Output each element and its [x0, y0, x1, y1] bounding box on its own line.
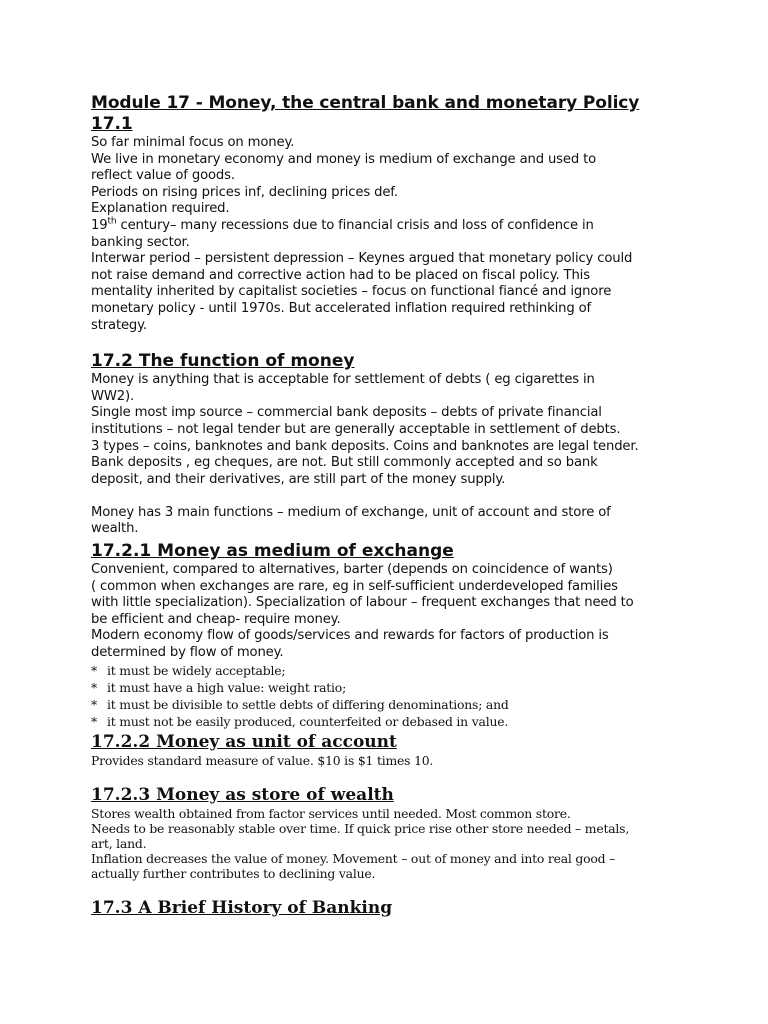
- paragraph-line: determined by flow of money.: [91, 645, 284, 661]
- document-page: [91, 93, 691, 919]
- paragraph-line: reflect value of goods.: [91, 168, 235, 184]
- century-text: century– many recessions due to financial crisis and loss of confidence in: [116, 217, 594, 233]
- paragraph-line: institutions – not legal tender but are generally acceptable in settlement of debts.: [91, 421, 621, 437]
- list-item: [91, 713, 691, 730]
- paragraph-line: Bank deposits , eg cheques, are not. But still commonly accepted and so bank: [91, 455, 598, 471]
- paragraph-line: mentality inherited by capitalist societies – focus on functional fiancé and ignore: [91, 284, 612, 300]
- paragraph-line: Convenient, compared to alternatives, barter (depends on coincidence of wants): [91, 562, 613, 578]
- paragraph-line: actually further contributes to declining value.: [91, 865, 376, 881]
- paragraph-line: Single most imp source – commercial bank deposits – debts of private financial: [91, 405, 602, 421]
- list-item-text: it must be widely acceptable;: [107, 662, 286, 678]
- section-17-2-heading: 17.2 The function of money: [91, 351, 355, 372]
- spacer: [91, 488, 691, 505]
- list-item-text: it must have a high value: weight ratio;: [107, 679, 347, 695]
- module-title: Module 17 - Money, the central bank and monetary Policy: [91, 93, 640, 113]
- paragraph-line: deposit, and their derivatives, are still part of the money supply.: [91, 471, 506, 487]
- paragraph-line: banking sector.: [91, 234, 190, 250]
- paragraph-line: Inflation decreases the value of money. Movement – out of money and into real good –: [91, 850, 616, 866]
- century-superscript: th: [107, 216, 117, 227]
- paragraph-line: So far minimal focus on money.: [91, 135, 295, 150]
- bullet-marker: *: [91, 679, 97, 695]
- bullet-marker: *: [91, 662, 97, 678]
- spacer: [91, 334, 691, 351]
- spacer: [91, 881, 691, 898]
- paragraph-line: Money has 3 main functions – medium of exchange, unit of account and store of: [91, 504, 611, 520]
- century-number: 19: [91, 217, 108, 233]
- spacer: [91, 768, 691, 785]
- list-item-text: it must not be easily produced, counterfeited or debased in value.: [107, 713, 509, 729]
- paragraph-line: ( common when exchanges are rare, eg in self-sufficient underdeveloped families: [91, 578, 618, 594]
- section-17-3-heading: 17.3 A Brief History of Banking: [91, 897, 393, 918]
- paragraph-line: monetary policy - until 1970s. But accelerated inflation required rethinking of: [91, 300, 592, 316]
- section-17-2-1-heading: 17.2.1 Money as medium of exchange: [91, 541, 454, 562]
- list-item-text: it must be divisible to settle debts of differing denominations; and: [107, 696, 509, 712]
- paragraph-line: We live in monetary economy and money is medium of exchange and used to: [91, 151, 597, 167]
- list-item: [91, 662, 691, 679]
- paragraph-line: with little specialization). Specialization of labour – frequent exchanges that need to: [91, 595, 634, 611]
- paragraph-line: Stores wealth obtained from factor services until needed. Most common store.: [91, 805, 571, 821]
- paragraph-line: Periods on rising prices inf, declining prices def.: [91, 184, 398, 200]
- paragraph-line: not raise demand and corrective action had to be placed on fiscal policy. This: [91, 267, 590, 283]
- paragraph-line: art, land.: [91, 835, 147, 851]
- bullet-marker: *: [91, 696, 97, 712]
- paragraph-line: Interwar period – persistent depression – Keynes argued that monetary policy could: [91, 251, 633, 267]
- bullet-marker: *: [91, 713, 97, 729]
- paragraph-line: Money is anything that is acceptable for settlement of debts ( eg cigarettes in: [91, 372, 595, 388]
- paragraph-line: Provides standard measure of value. $10 is $1 times 10.: [91, 752, 434, 768]
- paragraph-line: Explanation required.: [91, 201, 230, 217]
- paragraph-line: WW2).: [91, 388, 135, 404]
- paragraph-line: Modern economy flow of goods/services and rewards for factors of production is: [91, 628, 609, 644]
- paragraph-line: strategy.: [91, 317, 147, 333]
- paragraph-line-century: [91, 218, 691, 235]
- section-17-1-heading: 17.1: [91, 114, 133, 134]
- paragraph-line: be efficient and cheap- require money.: [91, 611, 341, 627]
- list-item: [91, 679, 691, 696]
- paragraph-line: Needs to be reasonably stable over time. If quick price rise other store needed – metals,: [91, 820, 630, 836]
- section-17-2-3-heading: 17.2.3 Money as store of wealth: [91, 784, 394, 805]
- paragraph-line: 3 types – coins, banknotes and bank deposits. Coins and banknotes are legal tender.: [91, 438, 639, 454]
- paragraph-line: wealth.: [91, 521, 139, 537]
- section-17-2-2-heading: 17.2.2 Money as unit of account: [91, 731, 397, 752]
- list-item: [91, 696, 691, 713]
